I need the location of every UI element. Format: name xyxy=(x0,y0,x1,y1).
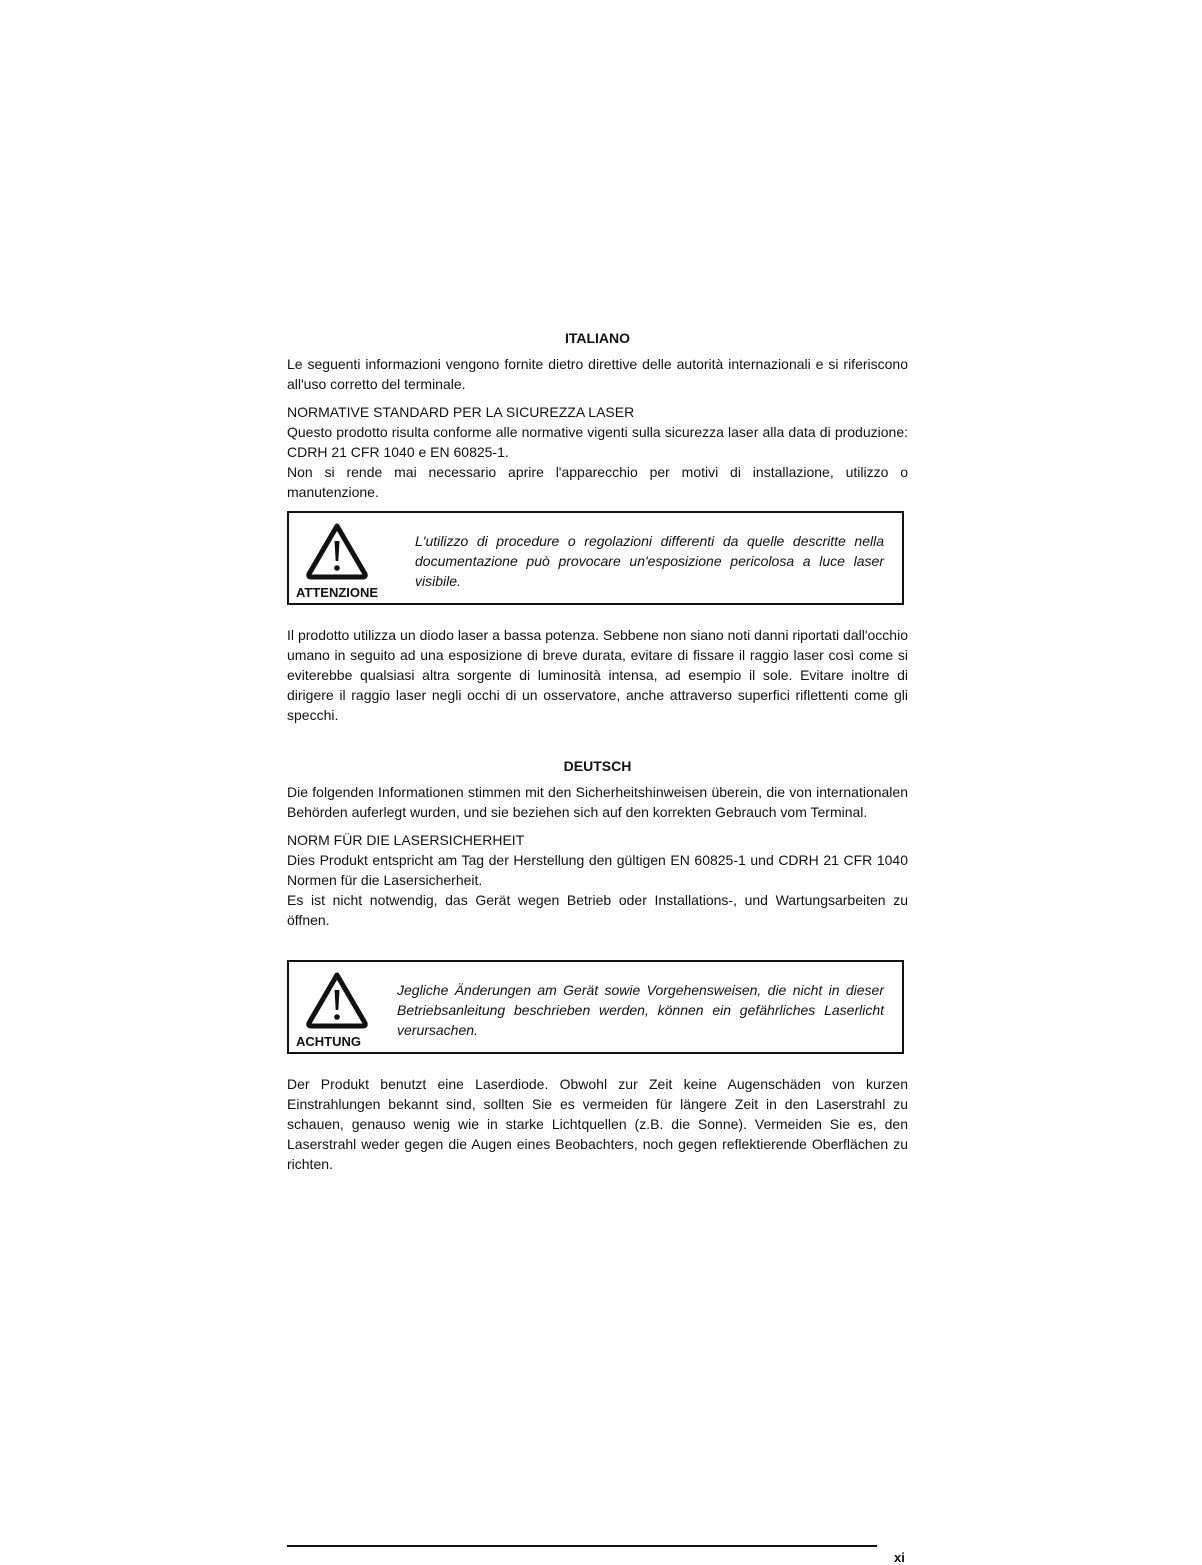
deutsch-body-section xyxy=(287,1074,908,1174)
italiano-warning-text: L'utilizzo di procedure o regolazioni differenti da quelle descritte nella documentazione può provocare un'esposizione pericolosa a luce laser visibile. xyxy=(415,533,884,589)
warning-triangle-icon xyxy=(305,521,369,583)
deutsch-heading: DEUTSCH xyxy=(563,758,632,774)
deutsch-warning-box xyxy=(287,960,904,1054)
deutsch-standard-p1: Dies Produkt entspricht am Tag der Herstellung den gültigen EN 60825-1 und CDRH 21 CFR 1040 Normen für die Lasersicherheit. xyxy=(287,852,908,888)
italiano-section xyxy=(287,330,908,502)
warning-triangle-icon xyxy=(305,970,369,1032)
italiano-intro: Le seguenti informazioni vengono fornite dietro direttive delle autorità internazionali e si riferiscono all'uso corretto del terminale. xyxy=(287,356,908,392)
italiano-standard-title: NORMATIVE STANDARD PER LA SICUREZZA LASER xyxy=(287,404,635,420)
deutsch-standard-title: NORM FÜR DIE LASERSICHERHEIT xyxy=(287,832,525,848)
italiano-standard-p2: Non si rende mai necessario aprire l'apparecchio per motivi di installazione, utilizzo o manutenzione. xyxy=(287,464,908,500)
deutsch-standard-p2: Es ist nicht notwendig, das Gerät wegen Betrieb oder Installations-, und Wartungsarbeiten zu öffnen. xyxy=(287,892,908,928)
italiano-warning-label: ATTENZIONE xyxy=(296,585,379,600)
page-number: xi xyxy=(894,1550,905,1565)
deutsch-intro: Die folgenden Informationen stimmen mit den Sicherheitshinweisen überein, die von internationalen Behörden auferlegt wurden, und sie beziehen sich auf den korrekten Gebrauch vom Terminal. xyxy=(287,784,908,820)
italiano-standard-p1: Questo prodotto risulta conforme alle normative vigenti sulla sicurezza laser alla data di produzione: CDRH 21 CFR 1040 e EN 60825-1. xyxy=(287,424,908,460)
deutsch-warning-text: Jegliche Änderungen am Gerät sowie Vorgehensweisen, die nicht in dieser Betriebsanleitung beschrieben werden, können ein gefährliches Laserlicht verursachen. xyxy=(397,982,884,1038)
italiano-warning-box xyxy=(287,511,904,605)
footer-rule xyxy=(287,1545,877,1547)
italiano-body: Il prodotto utilizza un diodo laser a bassa potenza. Sebbene non siano noti danni riportati dall'occhio umano in seguito ad una esposizione di breve durata, evitare di fissare il raggio laser così come si eviterebbe qualsiasi altra sorgente di luminosità intensa, ad esempio il sole. Evitare inoltre di dirigere il raggio laser negli occhi di un osservatore, anche attraverso superfici riflettenti come gli specchi. xyxy=(287,627,908,723)
italiano-heading: ITALIANO xyxy=(564,330,631,346)
deutsch-section xyxy=(287,758,908,930)
deutsch-warning-label: ACHTUNG xyxy=(296,1034,361,1049)
deutsch-body: Der Produkt benutzt eine Laserdiode. Obwohl zur Zeit keine Augenschäden von kurzen Einstrahlungen bekannt sind, sollten Sie es vermeiden für längere Zeit in den Laserstrahl zu schauen, genauso wenig wie in starke Lichtquellen (z.B. die Sonne). Vermeiden Sie es, den Laserstrahl weder gegen die Augen eines Beobachters, noch gegen reflektierende Oberflächen zu richten. xyxy=(287,1076,908,1172)
italiano-body-section xyxy=(287,625,908,725)
